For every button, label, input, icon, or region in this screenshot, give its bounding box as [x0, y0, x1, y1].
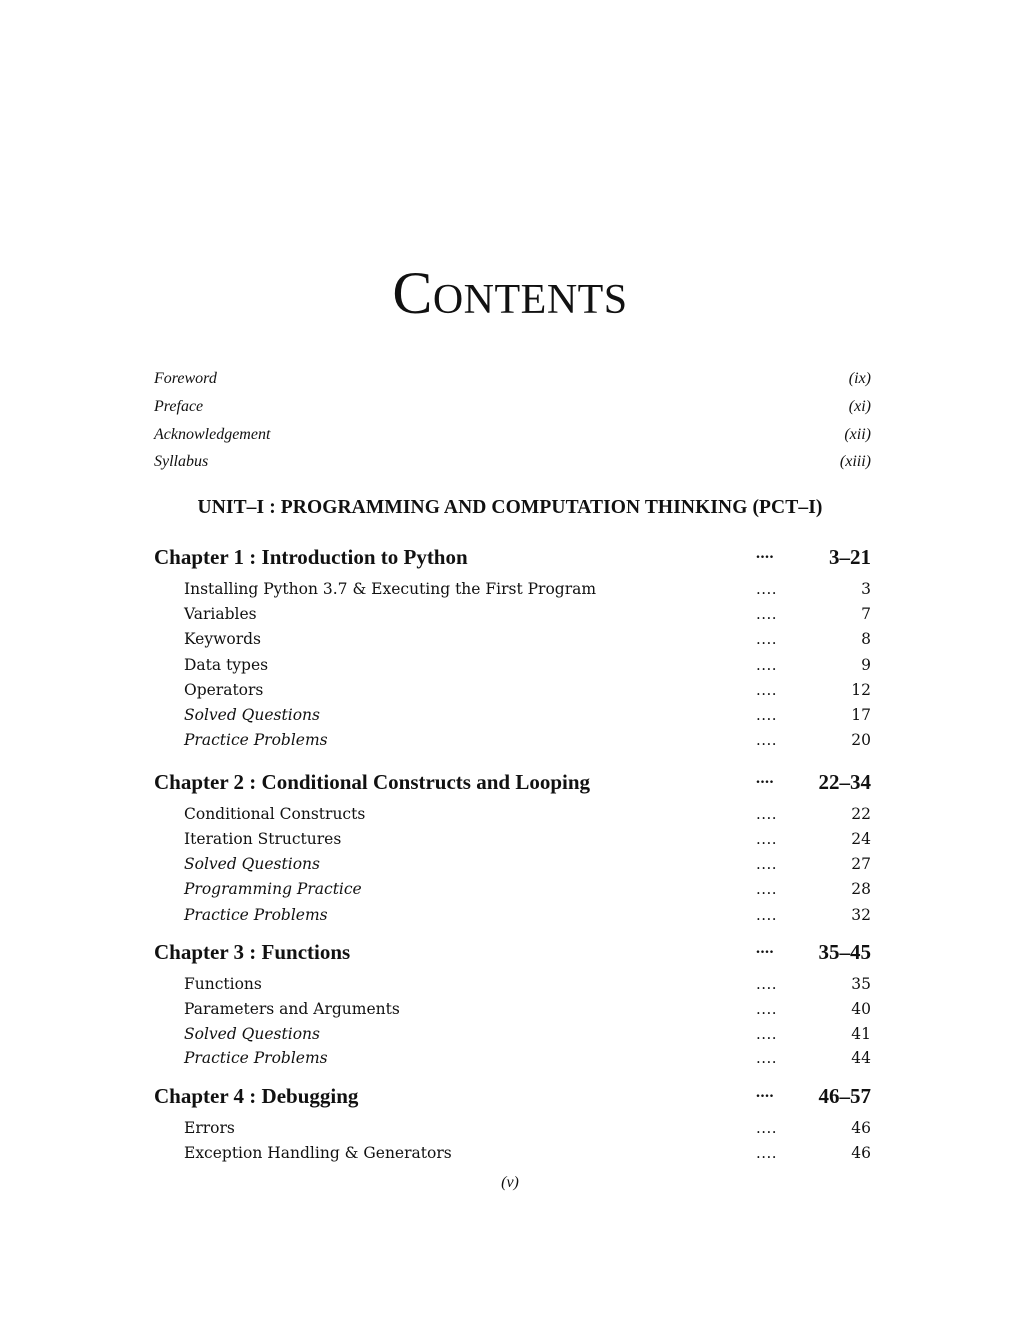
leader-dots: .... [756, 580, 778, 598]
entry-label: Solved Questions [184, 855, 320, 873]
chapter-1-heading [154, 545, 871, 571]
chapter-title: Chapter 2 : Conditional Constructs and Looping [154, 770, 591, 794]
toc-entry [184, 731, 871, 753]
leader-dots: .... [756, 1049, 778, 1067]
entry-label: Data types [184, 656, 269, 674]
leader-dots: .... [756, 605, 778, 623]
chapter-pages: 3–21 [829, 545, 871, 569]
leader-dots: .... [756, 1025, 778, 1043]
entry-page: 46 [851, 1144, 871, 1162]
entry-page: (xi) [848, 398, 871, 415]
entry-page: (xiii) [839, 453, 871, 470]
entry-label: Exception Handling & Generators [184, 1144, 452, 1162]
toc-entry [184, 605, 871, 627]
entry-label: Foreword [154, 370, 217, 387]
toc-entry [184, 906, 871, 928]
unit-heading: UNIT–I : PROGRAMMING AND COMPUTATION THINKING (PCT–I) [197, 497, 823, 518]
front-matter-foreword [154, 370, 871, 388]
entry-page: 17 [851, 706, 871, 724]
entry-label: Practice Problems [184, 906, 328, 924]
entry-label: Acknowledgement [154, 426, 271, 443]
leader-dots: .... [756, 855, 778, 873]
entry-page: 8 [861, 630, 871, 648]
leader-dots: .... [756, 681, 778, 699]
entry-label: Installing Python 3.7 & Executing the First Program [184, 580, 597, 598]
toc-entry [184, 681, 871, 703]
toc-entry [184, 880, 871, 902]
entry-label: Functions [184, 975, 262, 993]
toc-entry [184, 855, 871, 877]
toc-entry [184, 1144, 871, 1166]
entry-page: 40 [851, 1000, 871, 1018]
entry-page: 22 [851, 805, 871, 823]
leader-dots: .... [756, 1084, 774, 1101]
chapter-title: Chapter 1 : Introduction to Python [154, 545, 468, 569]
leader-dots: .... [756, 731, 778, 749]
chapter-3-heading [154, 940, 871, 966]
toc-entry [184, 706, 871, 728]
entry-page: 20 [851, 731, 871, 749]
toc-entry [184, 656, 871, 678]
toc-entry [184, 580, 871, 602]
entry-page: 9 [861, 656, 871, 674]
leader-dots: .... [756, 770, 774, 787]
leader-dots: .... [756, 1000, 778, 1018]
toc-entry [184, 630, 871, 652]
toc-entry [184, 1025, 871, 1047]
entry-label: Keywords [184, 630, 261, 648]
entry-label: Programming Practice [184, 880, 362, 898]
front-matter-acknowledgement [154, 426, 871, 444]
entry-label: Operators [184, 681, 264, 699]
entry-page: 35 [851, 975, 871, 993]
leader-dots: .... [756, 545, 774, 562]
toc-entry [184, 1119, 871, 1141]
leader-dots: .... [756, 880, 778, 898]
entry-label: Variables [184, 605, 257, 623]
chapter-title: Chapter 4 : Debugging [154, 1084, 359, 1108]
entry-page: (xii) [844, 426, 871, 443]
leader-dots: .... [756, 830, 778, 848]
entry-label: Syllabus [154, 453, 209, 470]
chapter-2-heading [154, 770, 871, 796]
entry-page: 46 [851, 1119, 871, 1137]
leader-dots: .... [756, 1144, 778, 1162]
entry-label: Practice Problems [184, 1049, 328, 1067]
entry-page: 28 [851, 880, 871, 898]
entry-label: Preface [154, 398, 204, 415]
leader-dots: .... [756, 940, 774, 957]
leader-dots: .... [756, 805, 778, 823]
entry-page: 32 [851, 906, 871, 924]
toc-entry [184, 830, 871, 852]
leader-dots: .... [756, 706, 778, 724]
leader-dots: .... [756, 656, 778, 674]
chapter-pages: 46–57 [818, 1084, 871, 1108]
front-matter-syllabus [154, 453, 871, 471]
front-matter-preface [154, 398, 871, 416]
toc-entry [184, 975, 871, 997]
toc-entry [184, 1000, 871, 1022]
leader-dots: .... [756, 975, 778, 993]
entry-page: 24 [851, 830, 871, 848]
entry-label: Practice Problems [184, 731, 328, 749]
entry-page: 27 [851, 855, 871, 873]
leader-dots: .... [756, 1119, 778, 1137]
leader-dots: .... [756, 906, 778, 924]
chapter-pages: 22–34 [818, 770, 871, 794]
page-title: Contents [392, 260, 628, 326]
chapter-4-heading [154, 1084, 871, 1110]
leader-dots: .... [756, 630, 778, 648]
entry-label: Errors [184, 1119, 235, 1137]
entry-label: Parameters and Arguments [184, 1000, 400, 1018]
entry-page: 3 [861, 580, 871, 598]
entry-label: Solved Questions [184, 706, 320, 724]
entry-page: (ix) [848, 370, 871, 387]
entry-page: 12 [851, 681, 871, 699]
entry-label: Conditional Constructs [184, 805, 366, 823]
chapter-pages: 35–45 [818, 940, 871, 964]
toc-entry [184, 805, 871, 827]
page-number: (v) [501, 1174, 519, 1191]
entry-page: 7 [861, 605, 871, 623]
chapter-title: Chapter 3 : Functions [154, 940, 351, 964]
toc-entry [184, 1049, 871, 1071]
entry-label: Solved Questions [184, 1025, 320, 1043]
entry-page: 41 [851, 1025, 871, 1043]
entry-label: Iteration Structures [184, 830, 342, 848]
entry-page: 44 [851, 1049, 871, 1067]
